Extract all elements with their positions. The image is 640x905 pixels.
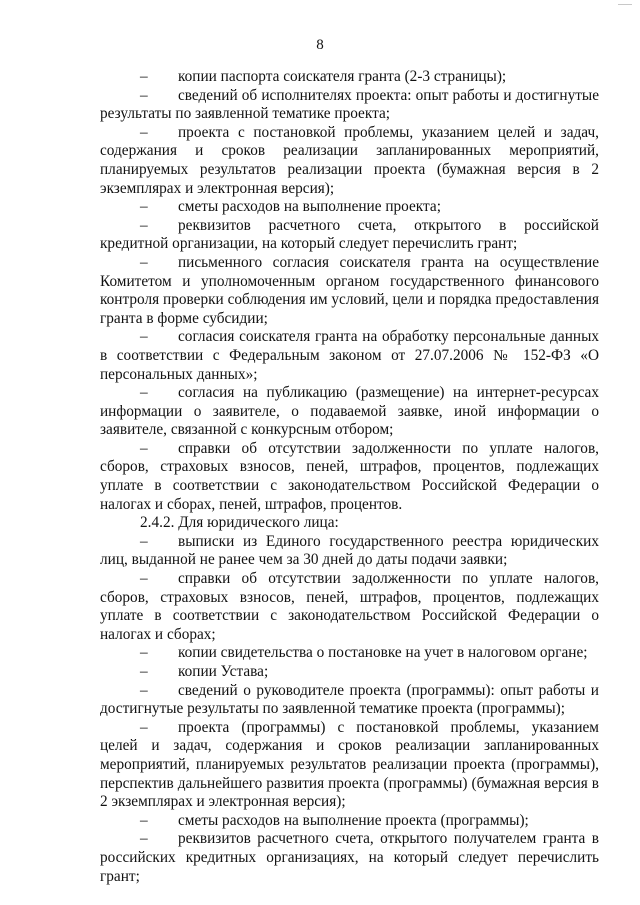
list-dash: –	[140, 570, 148, 588]
list-item	[100, 87, 599, 124]
list-item	[100, 198, 599, 217]
list-item-text: выписки из Единого государственного реестра юридических лиц, выданной не ранее чем за 30 дней до даты подачи заявки;	[100, 532, 599, 569]
list-item	[100, 719, 599, 812]
list-dash: –	[140, 532, 148, 550]
list-item-text: копии свидетельства о постановке на учет в налоговом органе;	[178, 644, 588, 662]
list-item-text: реквизитов расчетного счета, открытого в российской кредитной организации, на который следует перечислить грант;	[100, 216, 599, 253]
list-dash: –	[140, 718, 148, 736]
list-dash: –	[140, 86, 148, 104]
document-body	[100, 68, 599, 886]
list-item	[100, 570, 599, 644]
list-item	[100, 217, 599, 254]
list-item	[100, 124, 599, 198]
list-item	[100, 830, 599, 886]
list-item-text: реквизитов расчетного счета, открытого получателем гранта в российских кредитных организациях, на который следует перечислить грант;	[100, 830, 599, 885]
list-item	[100, 812, 599, 831]
list-item-text: сведений о руководителе проекта (программы): опыт работы и достигнутые результаты по заявленной тематике проекта (программы);	[100, 681, 599, 718]
list-item-text: согласия на публикацию (размещение) на интернет-ресурсах информации о заявителе, о подаваемой заявке, иной информации о заявителе, связанной с конкурсным отбором;	[100, 384, 599, 439]
list-dash: –	[140, 830, 148, 848]
list-item-text: письменного согласия соискателя гранта на осуществление Комитетом и уполномоченным органом государственного финансового контроля проверки соблюдения им условий, цели и порядка предоставления гранта в форме субсидии;	[100, 253, 599, 327]
list-item-text: сведений об исполнителях проекта: опыт работы и достигнутые результаты по заявленной тематике проекта;	[100, 86, 599, 123]
list-item	[100, 644, 599, 663]
list-dash: –	[140, 123, 148, 141]
scan-corner-mark	[618, 0, 632, 5]
list-item-text: справки об отсутствии задолженности по уплате налогов, сборов, страховых взносов, пеней, штрафов, процентов, подлежащих уплате в соответствии с законодательством Российской Федерации о налогах и сборах, пеней, штрафов, процентов.	[100, 439, 599, 513]
list-dash: –	[140, 198, 148, 216]
list-item	[100, 663, 599, 682]
list-legal-entity	[100, 533, 599, 886]
page-number: 8	[316, 37, 324, 53]
list-item-text: копии Устава;	[178, 663, 269, 680]
list-dash: –	[140, 216, 148, 234]
section-heading: 2.4.2. Для юридического лица:	[140, 514, 339, 532]
list-dash: –	[140, 811, 148, 829]
list-dash: –	[140, 253, 148, 271]
list-individual	[100, 68, 599, 514]
list-item-text: сметы расходов на выполнение проекта (программы);	[178, 811, 529, 829]
list-item	[100, 682, 599, 719]
list-item	[100, 328, 599, 384]
list-item	[100, 68, 599, 87]
list-item	[100, 384, 599, 440]
list-dash: –	[140, 328, 148, 346]
list-item	[100, 440, 599, 514]
list-dash: –	[140, 663, 148, 680]
list-item-text: справки об отсутствии задолженности по уплате налогов, сборов, страховых взносов, пеней, штрафов, процентов, подлежащих уплате в соответствии с законодательством Российской Федерации о налогах и сборах;	[100, 570, 599, 643]
list-dash: –	[140, 644, 148, 662]
list-item-text: проекта (программы) с постановкой проблемы, указанием целей и задач, содержания и сроков реализации запланированных мероприятий, планируемых результатов реализации проекта (программы), перспектив дальнейшего развития проекта (программы) (бумажная версия в 2 экземплярах и электронная версия);	[100, 718, 599, 811]
list-dash: –	[140, 384, 148, 402]
list-item-text: копии паспорта соискателя гранта (2-3 страницы);	[178, 68, 507, 85]
list-item	[100, 533, 599, 570]
list-item-text: проекта с постановкой проблемы, указанием целей и задач, содержания и сроков реализации запланированных мероприятий, планируемых результатов реализации проекта (бумажная версия в 2 экземплярах и электронная версия);	[100, 123, 599, 197]
list-dash: –	[140, 681, 148, 699]
list-item-text: сметы расходов на выполнение проекта;	[178, 198, 441, 216]
list-item	[100, 254, 599, 328]
list-item-text: согласия соискателя гранта на обработку персональные данных в соответствии с Федеральным законом от 27.07.2006 № 152-ФЗ «О персональных данных»;	[100, 328, 599, 383]
list-dash: –	[140, 439, 148, 457]
list-dash: –	[140, 68, 148, 85]
